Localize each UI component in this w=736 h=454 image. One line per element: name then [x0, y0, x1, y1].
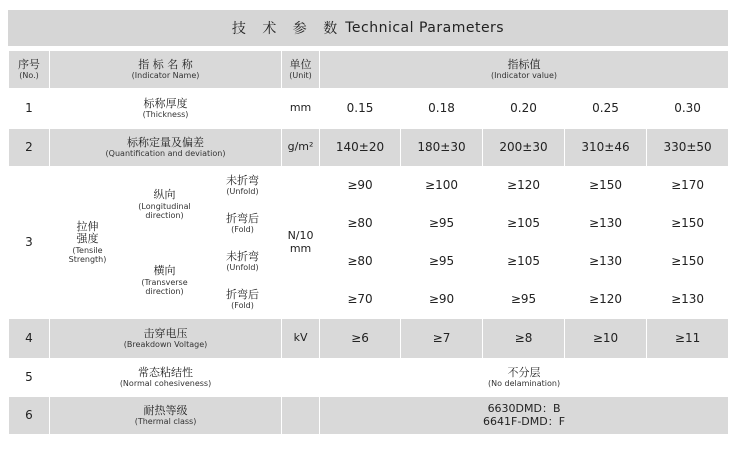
value-cell: ≥10 — [565, 319, 647, 359]
row-unit: kV — [282, 319, 320, 359]
value-cell: ≥7 — [401, 319, 483, 359]
title-en: Technical Parameters — [345, 20, 505, 36]
header-name: 指 标 名 称 (Indicator Name) — [50, 51, 282, 89]
value-cell: 180±30 — [401, 129, 483, 167]
condition-fold: 折弯后 (Fold) — [204, 205, 282, 243]
value-cell: ≥130 — [565, 205, 647, 243]
row-name: 拉伸强度 (Tensile Strength) — [50, 167, 126, 319]
value-cell: ≥105 — [483, 205, 565, 243]
table-row — [9, 319, 729, 359]
header-row — [9, 51, 729, 89]
row-no: 3 — [9, 167, 50, 319]
condition-fold: 折弯后 (Fold) — [204, 281, 282, 319]
row-unit-empty — [282, 397, 320, 435]
value-cell: ≥150 — [647, 243, 729, 281]
row-no: 6 — [9, 397, 50, 435]
value-cell: ≥105 — [483, 243, 565, 281]
header-value: 指标值 (Indicator value) — [320, 51, 729, 89]
value-cell: 200±30 — [483, 129, 565, 167]
value-cell: ≥80 — [320, 205, 401, 243]
value-cell: ≥95 — [401, 243, 483, 281]
table-row — [9, 397, 729, 435]
value-cell: 140±20 — [320, 129, 401, 167]
row-unit-empty — [282, 359, 320, 397]
value-cell: ≥130 — [647, 281, 729, 319]
table-row — [9, 167, 729, 205]
value-cell: 310±46 — [565, 129, 647, 167]
value-cell: 0.18 — [401, 89, 483, 129]
row-no: 4 — [9, 319, 50, 359]
value-cell: 0.15 — [320, 89, 401, 129]
row-unit: g/m² — [282, 129, 320, 167]
value-cell: ≥70 — [320, 281, 401, 319]
row-name: 击穿电压 (Breakdown Voltage) — [50, 319, 282, 359]
row-no: 2 — [9, 129, 50, 167]
value-cell: ≥150 — [565, 167, 647, 205]
value-cell: ≥100 — [401, 167, 483, 205]
value-cell: 0.20 — [483, 89, 565, 129]
title-bar — [8, 10, 728, 46]
value-cell: ≥6 — [320, 319, 401, 359]
value-cell: ≥170 — [647, 167, 729, 205]
value-cell: ≥90 — [401, 281, 483, 319]
table-row — [9, 359, 729, 397]
header-unit: 单位 (Unit) — [282, 51, 320, 89]
value-merged: 不分层 (No delamination) — [320, 359, 729, 397]
direction-transverse: 横向 (Transverse direction) — [126, 243, 204, 319]
value-cell: ≥120 — [483, 167, 565, 205]
condition-unfold: 未折弯 (Unfold) — [204, 243, 282, 281]
value-cell: ≥90 — [320, 167, 401, 205]
value-cell: ≥130 — [565, 243, 647, 281]
value-cell: ≥95 — [483, 281, 565, 319]
title-zh: 技 术 参 数 — [231, 21, 344, 37]
row-no: 5 — [9, 359, 50, 397]
value-cell: 330±50 — [647, 129, 729, 167]
value-cell: 0.30 — [647, 89, 729, 129]
row-unit: N/10 mm — [282, 167, 320, 319]
condition-unfold: 未折弯 (Unfold) — [204, 167, 282, 205]
header-no: 序号 (No.) — [9, 51, 50, 89]
value-cell: ≥120 — [565, 281, 647, 319]
row-name: 标称定量及偏差 (Quantification and deviation) — [50, 129, 282, 167]
value-cell: 0.25 — [565, 89, 647, 129]
parameters-table — [8, 50, 729, 435]
value-cell: ≥150 — [647, 205, 729, 243]
table-row — [9, 129, 729, 167]
row-unit: mm — [282, 89, 320, 129]
row-name: 标称厚度 (Thickness) — [50, 89, 282, 129]
value-cell: ≥8 — [483, 319, 565, 359]
row-name: 耐热等级 (Thermal class) — [50, 397, 282, 435]
table-row — [9, 89, 729, 129]
value-cell: ≥95 — [401, 205, 483, 243]
direction-longitudinal: 纵向 (Longitudinal direction) — [126, 167, 204, 243]
row-no: 1 — [9, 89, 50, 129]
value-cell: ≥80 — [320, 243, 401, 281]
row-name: 常态粘结性 (Normal cohesiveness) — [50, 359, 282, 397]
value-merged: 6630DMD：B 6641F-DMD：F — [320, 397, 729, 435]
value-cell: ≥11 — [647, 319, 729, 359]
